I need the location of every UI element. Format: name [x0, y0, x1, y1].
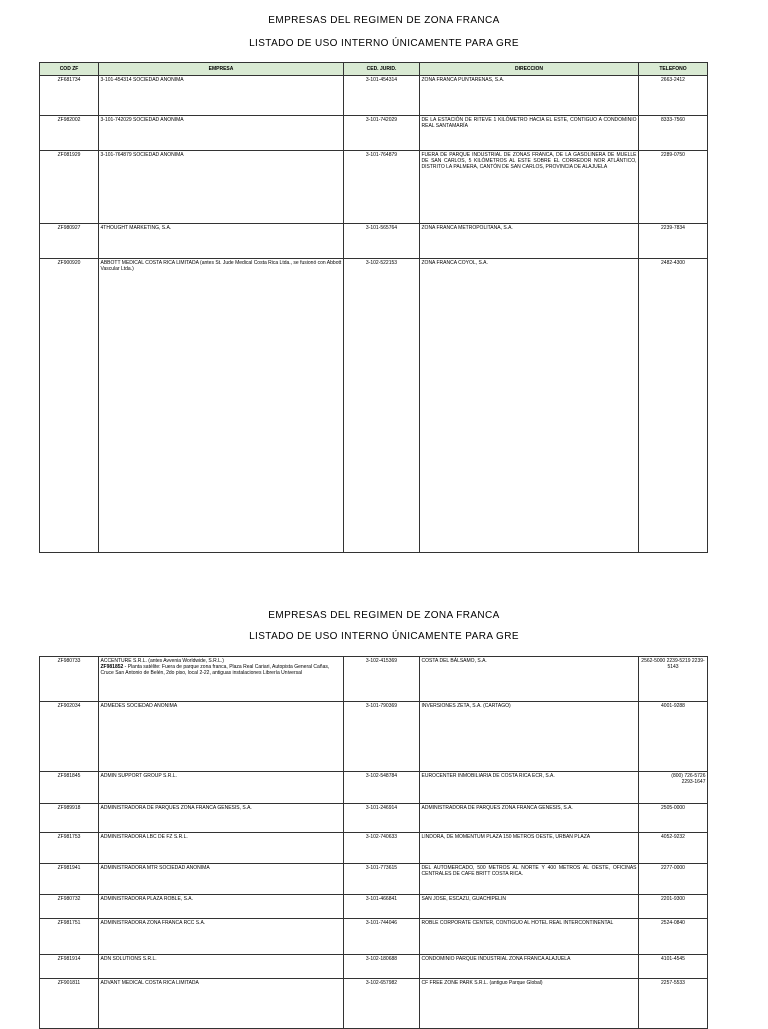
table-row [40, 116, 708, 151]
section-2-title: EMPRESAS DEL REGIMEN DE ZONA FRANCA [268, 610, 500, 621]
cell-telefono: (800) 726-5726 2293-1647 [639, 772, 708, 804]
table-row [40, 895, 708, 919]
cell-ced: 3-102-415369 [344, 657, 420, 702]
empresa-satellite-code: ZF981852 [100, 664, 124, 671]
cell-ced: 3-101-246914 [344, 804, 420, 833]
table-row [40, 76, 708, 116]
cell-cod: ZF980927 [40, 224, 99, 259]
cell-empresa: 3-101-764879 SOCIEDAD ANONIMA [99, 151, 344, 224]
section-1-subtitle: LISTADO DE USO INTERNO ÚNICAMENTE PARA GRE [249, 38, 519, 49]
company-table-1 [39, 62, 708, 553]
empresa-name: ACCENTURE S.R.L. (antes Avvenia Worldwide, S.R.L.) [100, 658, 224, 664]
cell-telefono: 4001-9288 [639, 702, 708, 772]
cell-telefono: 2562-5000 2239-5219 2239-5143 [639, 657, 708, 702]
section-2-subtitle: LISTADO DE USO INTERNO ÚNICAMENTE PARA GRE [249, 631, 519, 642]
company-table-2 [39, 656, 708, 1029]
cell-telefono: 4101-4545 [639, 955, 708, 979]
cell-empresa: ADMIN SUPPORT GROUP S.R.L. [99, 772, 344, 804]
cell-ced: 3-101-466841 [344, 895, 420, 919]
cell-direccion: CF FREE ZONE PARK S.R.L. (antiguo Parque Global) [420, 979, 639, 1029]
cell-telefono: 2524-0840 [639, 919, 708, 955]
cell-ced: 3-102-548784 [344, 772, 420, 804]
cell-cod: ZF902034 [40, 702, 99, 772]
cell-cod: ZF901811 [40, 979, 99, 1029]
cell-cod: ZF900920 [40, 259, 99, 553]
cell-telefono: 8333-7560 [639, 116, 708, 151]
cell-direccion: ROBLE CORPORATE CENTER, CONTIGUO AL HOTEL REAL INTERCONTINENTAL [420, 919, 639, 955]
cell-empresa: ADMINISTRADORA ZONA FRANCA RCC S.A. [99, 919, 344, 955]
cell-direccion: ZONA FRANCA PUNTARENAS, S.A. [420, 76, 639, 116]
cell-direccion: DE LA ESTACIÓN DE RITEVE 1 KILÓMETRO HACIA EL ESTE, CONTIGUO A CONDOMINIO REAL SANTAMARÍA [420, 116, 639, 151]
cell-cod: ZF981941 [40, 864, 99, 895]
cell-cod: ZF989918 [40, 804, 99, 833]
table-row [40, 833, 708, 864]
table-header-row [40, 63, 708, 76]
cell-cod: ZF681734 [40, 76, 99, 116]
cell-empresa [99, 657, 344, 702]
cell-ced: 3-101-454314 [344, 76, 420, 116]
cell-empresa: ADN SOLUTIONS S.R.L. [99, 955, 344, 979]
cell-empresa: ABBOTT MEDICAL COSTA RICA LIMITADA (antes St. Jude Medical Costa Rica Ltda., se fusionó con Abbott Vascular Ltda.) [99, 259, 344, 553]
cell-ced: 3-101-565764 [344, 224, 420, 259]
cell-direccion: LINDORA, DE MOMENTUM PLAZA 150 METROS OESTE, URBAN PLAZA [420, 833, 639, 864]
cell-ced: 3-101-742029 [344, 116, 420, 151]
header-telefono: TELEFONO [639, 63, 708, 76]
cell-direccion: EUROCENTER INMOBILIARIA DE COSTA RICA ECR, S.A. [420, 772, 639, 804]
cell-telefono: 2257-5533 [639, 979, 708, 1029]
cell-telefono: 2201-9300 [639, 895, 708, 919]
cell-direccion: ADMINISTRADORA DE PARQUES ZONA FRANCA GENESIS, S.A. [420, 804, 639, 833]
cell-direccion: ZONA FRANCA COYOL, S.A. [420, 259, 639, 553]
cell-ced: 3-102-522153 [344, 259, 420, 553]
cell-direccion: ZONA FRANCA METROPOLITANA, S.A. [420, 224, 639, 259]
table-row [40, 772, 708, 804]
cell-empresa: ADMINISTRADORA MTR SOCIEDAD ANONIMA [99, 864, 344, 895]
cell-cod: ZF982002 [40, 116, 99, 151]
cell-telefono: 4052-9232 [639, 833, 708, 864]
table-row [40, 979, 708, 1029]
header-ced: CED. JURID. [344, 63, 420, 76]
cell-telefono: 2505-0000 [639, 804, 708, 833]
cell-direccion: CONDOMINIO PARQUE INDUSTRIAL ZONA FRANCA ALAJUELA [420, 955, 639, 979]
cell-ced: 3-101-773615 [344, 864, 420, 895]
table-row [40, 955, 708, 979]
cell-direccion: INVERSIONES ZETA, S.A. (CARTAGO) [420, 702, 639, 772]
cell-telefono: 2289-0750 [639, 151, 708, 224]
cell-direccion: COSTA DEL BÁLSAMO, S.A. [420, 657, 639, 702]
table-row [40, 259, 708, 553]
cell-empresa: ADMEDES SOCIEDAD ANONIMA [99, 702, 344, 772]
cell-ced: 3-102-180688 [344, 955, 420, 979]
header-direccion: DIRECCION [420, 63, 639, 76]
section-1-title: EMPRESAS DEL REGIMEN DE ZONA FRANCA [268, 15, 500, 26]
cell-empresa: 3-101-742029 SOCIEDAD ANONIMA [99, 116, 344, 151]
table-row [40, 224, 708, 259]
cell-cod: ZF981914 [40, 955, 99, 979]
cell-telefono: 2277-0000 [639, 864, 708, 895]
cell-empresa: ADVANT MEDICAL COSTA RICA LIMITADA [99, 979, 344, 1029]
cell-empresa: ADMINISTRADORA PLAZA ROBLE, S.A. [99, 895, 344, 919]
cell-cod: ZF980733 [40, 657, 99, 702]
empresa-satellite-detail: - Planta satélite: Fuera de parque zona franca, Plaza Real Cariari, Autopista General Cañas, Cruce San Antonio de Belén, 2do piso, local 2-22, antiguas instalaciones Librería Universal [100, 664, 330, 677]
cell-empresa: ADMINISTRADORA LBC DE FZ S.R.L. [99, 833, 344, 864]
cell-direccion: FUERA DE PARQUE INDUSTRIAL DE ZONAS FRANCA, DE LA GASOLINERA DE MUELLE DE SAN CARLOS, 5 KILÓMETROS AL ESTE SOBRE EL CORREDOR NOR ATLÁNTICO, DISTRITO LA PALMERA, CANTÓN DE SAN CARLOS, PROVINCIA DE ALAJUELA [420, 151, 639, 224]
cell-ced: 3-102-740633 [344, 833, 420, 864]
cell-direccion: SAN JOSE, ESCAZU, GUACHIPELIN [420, 895, 639, 919]
table-row [40, 804, 708, 833]
cell-cod: ZF980732 [40, 895, 99, 919]
cell-empresa: 4THOUGHT MARKETING, S.A. [99, 224, 344, 259]
cell-telefono: 2482-4300 [639, 259, 708, 553]
cell-cod: ZF981845 [40, 772, 99, 804]
cell-direccion: DEL AUTOMERCADO, 500 METROS AL NORTE Y 400 METROS AL OESTE, OFICINAS CENTRALES DE CAFE BRITT COSTA RICA. [420, 864, 639, 895]
cell-ced: 3-101-744046 [344, 919, 420, 955]
table-row [40, 919, 708, 955]
cell-empresa: ADMINISTRADORA DE PARQUES ZONA FRANCA GENESIS, S.A. [99, 804, 344, 833]
cell-ced: 3-102-657982 [344, 979, 420, 1029]
cell-ced: 3-101-790369 [344, 702, 420, 772]
header-cod: COD ZF [40, 63, 99, 76]
table-row [40, 151, 708, 224]
cell-telefono: 2663-2412 [639, 76, 708, 116]
cell-cod: ZF081929 [40, 151, 99, 224]
cell-cod: ZF981753 [40, 833, 99, 864]
cell-cod: ZF981751 [40, 919, 99, 955]
header-empresa: EMPRESA [99, 63, 344, 76]
cell-ced: 3-101-764879 [344, 151, 420, 224]
table-row [40, 864, 708, 895]
cell-empresa: 3-101-454314 SOCIEDAD ANONIMA [99, 76, 344, 116]
table-row [40, 702, 708, 772]
cell-telefono: 2239-7834 [639, 224, 708, 259]
table-row [40, 657, 708, 702]
